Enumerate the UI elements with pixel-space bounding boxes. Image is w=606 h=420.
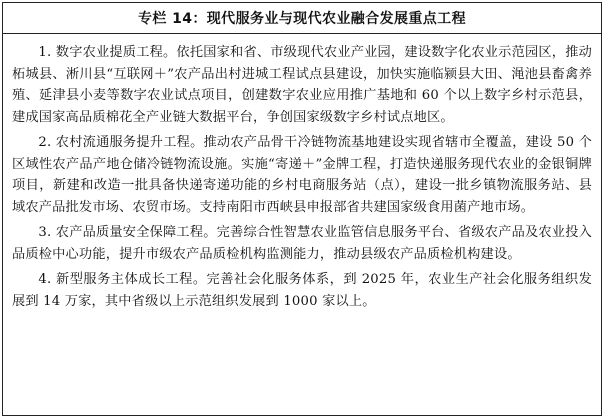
feature-box xyxy=(2,2,602,416)
box-title: 专栏 14：现代服务业与现代农业融合发展重点工程 xyxy=(3,3,601,34)
box-body xyxy=(3,34,601,312)
list-item: 3. 农产品质量安全保障工程。完善综合性智慧农业监管信息服务平台、省级农产品及农业投入品质检中心功能，提升市级农产品质检机构监测能力，推动县级农产品质检机构建设。 xyxy=(12,225,592,262)
list-item: 1. 数字农业提质工程。依托国家和省、市级现代农业产业园，建设数字化农业示范园区，推动柘城县、淅川县“互联网＋”农产品出村进城工程试点县建设，加快实施临颍县大田、渑池县畜禽养殖、延津县小麦等数字农业试点项目，创建数字农业应用推广基地和 60 个以上数字乡村示范县，建成国家高品质棉花全产业链大数据平台，争创国家级数字乡村试点地区。 xyxy=(12,45,592,125)
list-item: 2. 农村流通服务提升工程。推动农产品骨干冷链物流基地建设实现省辖市全覆盖，建设 50 个区域性农产品产地仓储冷链物流设施。实施“寄递＋”金牌工程，打造快递服务现代农业的金银铜牌项目，新建和改造一批具备快递寄递功能的乡村电商服务站（点），建设一批乡镇物流服务站、县域农产品批发市场、农贸市场。支持南阳市西峡县申报部省共建国家级食用菌产地市场。 xyxy=(12,135,592,215)
list-item: 4. 新型服务主体成长工程。完善社会化服务体系，到 2025 年，农业生产社会化服务组织发展到 14 万家，其中省级以上示范组织发展到 1000 家以上。 xyxy=(12,272,592,309)
